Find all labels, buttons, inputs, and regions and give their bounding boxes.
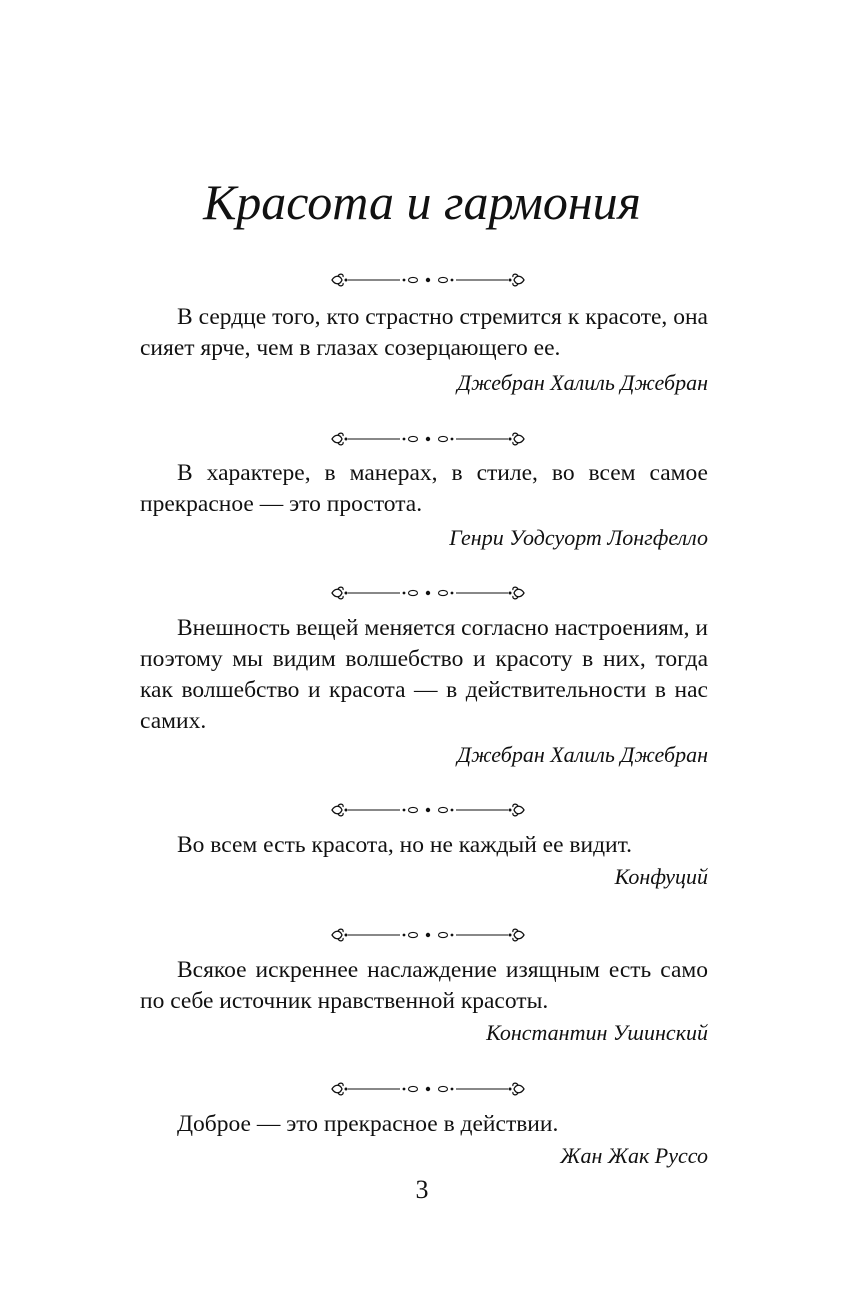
quote-author: Жан Жак Руссо [560, 1143, 708, 1168]
page-number: 3 [415, 1175, 429, 1204]
quote-author: Джебран Халиль Джебран [457, 742, 708, 767]
quote-text: Всякое искреннее наслаждение изящным есть само по себе источник нравственной красоты. [140, 957, 708, 1014]
page-title: Красота и гармония [203, 174, 641, 230]
quote-text: В сердце того, кто страстно стремится к красоте, она сияет ярче, чем в глазах созерцающего ее. [140, 304, 708, 361]
quote-text: Внешность вещей меняется согласно настроениям, и поэтому мы видим волшебство и красоту в них, тогда как волшебство и красота — в действительности в нас самих. [140, 615, 708, 734]
quote-text: Доброе — это прекрасное в действии. [177, 1111, 559, 1137]
quote-text: Во всем есть красота, но не каждый ее видит. [177, 832, 632, 858]
flourish-divider-icon [330, 802, 526, 818]
quote-author: Джебран Халиль Джебран [457, 370, 708, 395]
flourish-divider-icon [330, 431, 526, 447]
flourish-divider-icon [330, 927, 526, 943]
flourish-divider-icon [330, 272, 526, 288]
flourish-divider-icon [330, 585, 526, 601]
quote-author: Константин Ушинский [486, 1020, 708, 1045]
quote-author: Конфуций [614, 864, 708, 889]
quote-text: В характере, в манерах, в стиле, во всем самое прекрасное — это простота. [140, 460, 708, 517]
quote-author: Генри Уодсуорт Лонгфелло [449, 525, 708, 550]
flourish-divider-icon [330, 1081, 526, 1097]
